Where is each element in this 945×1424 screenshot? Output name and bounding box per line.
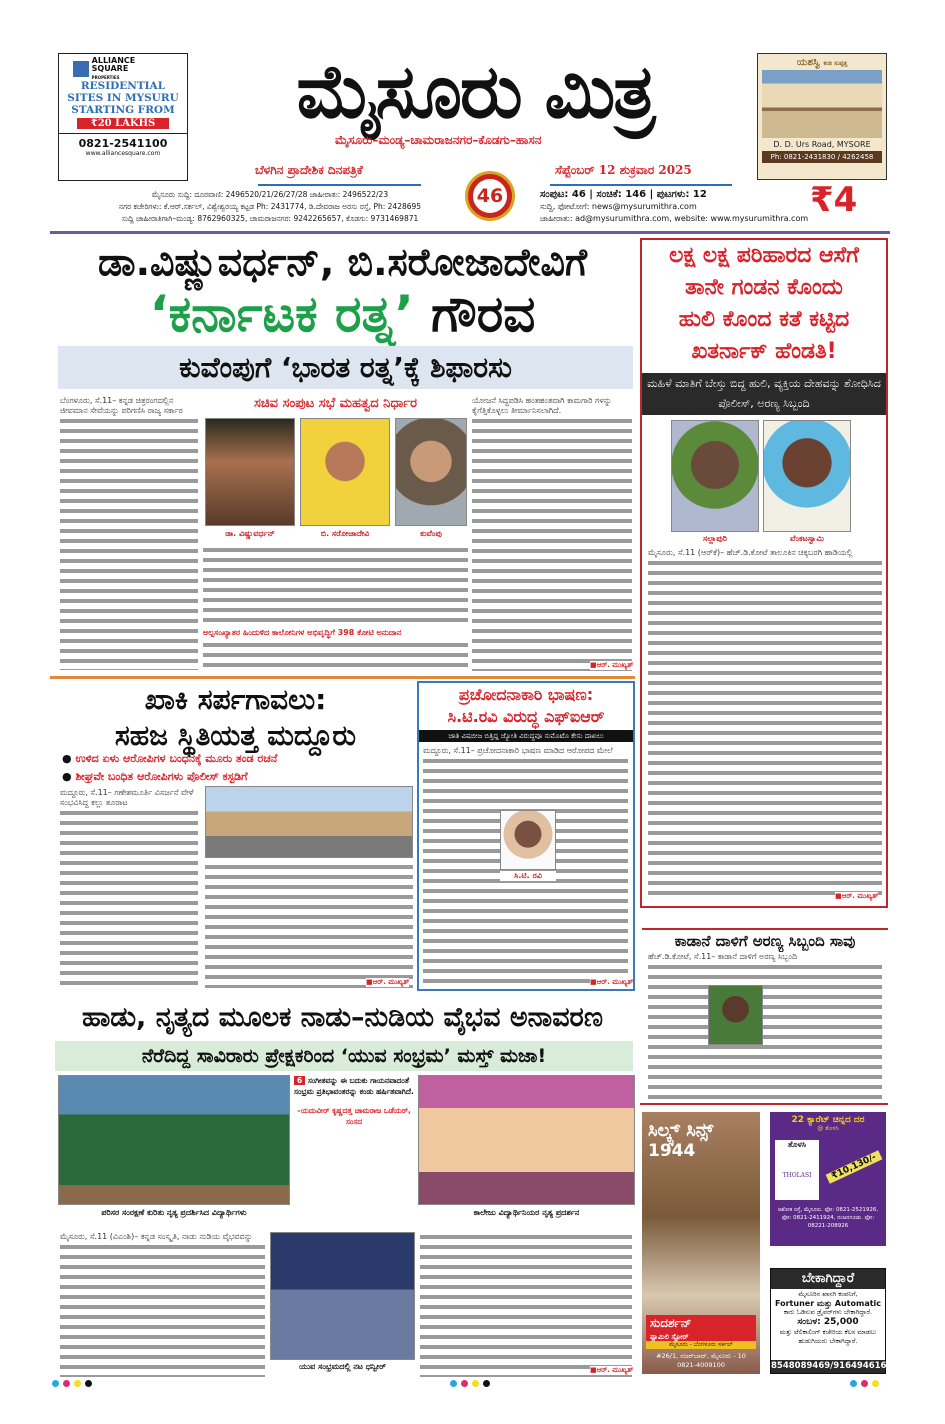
registration-mark <box>63 1380 70 1387</box>
photo-vishnuvardhan <box>205 418 295 526</box>
alliance-logo: ALLIANCE SQUARE PROPERTIES <box>73 58 173 80</box>
masthead-title: ಮೈಸೂರು ಮಿತ್ರ <box>296 49 654 135</box>
elephant-body: ಹೆಚ್.ಡಿ.ಕೋಟೆ, ಸೆ.11– ಕಾಡಾನೆ ದಾಳಿಗೆ ಅರಣ್ಯ ಸಿಬ್ಬಂದಿ <box>648 952 882 1100</box>
price-ribbon: ₹20 LAKHS <box>77 118 169 129</box>
photo-forest-staff <box>708 985 763 1045</box>
maddur-bullets: ● ಉಳಿದ ಏಳು ಆರೋಪಿಗಳ ಬಂಧನಕ್ಕೆ ಮೂರು ತಂಡ ರಚನೆ ● ಶೀಘ್ರವೇ ಬಂಧಿತ ಆರೋಪಿಗಳು ಪೊಲೀಸ್ ಕಸ್ಟಡಿಗೆ <box>62 752 278 783</box>
maddur-body <box>205 862 413 988</box>
maddur-body: ಮದ್ದೂರು, ಸೆ.11– ಗಣೇಶಮೂರ್ತಿ ವಿಸರ್ಜನೆ ವೇಳೆ ಸಂಭವಿಸಿದ್ದ ಕಲ್ಲು ತೂರಾಟ <box>60 788 198 988</box>
ctravi-body: ಮದ್ದೂರು, ಸೆ.11– ಪ್ರಚೋದನಾಕಾರಿ ಭಾಷಣ ಮಾಡಿದ ಆರೋಪದ ಮೇಲೆ <box>423 746 628 984</box>
registration-mark <box>52 1380 59 1387</box>
lead-highlight: ಅಲ್ಪಸಂಖ್ಯಾತರ ಹಿಂದುಳಿದ ಕಾಲೋನಿಗಳ ಅಭಿವೃದ್ಧಿಗೆ 398 ಕೋಟಿ ಅನುದಾನ <box>203 628 468 638</box>
photo-dance-green <box>58 1075 290 1205</box>
ad-alliance-square[interactable]: ALLIANCE SQUARE PROPERTIES RESIDENTIAL SITES IN MYSURU STARTING FROM ₹20 LAKHS 0821-2541100 www.alliancesquare.com <box>58 53 188 181</box>
caption: ಯುವ ಸಂಭ್ರಮದಲ್ಲಿ ನಟ ಧನ್ವೀರ್ <box>299 1362 386 1371</box>
registration-mark <box>450 1380 457 1387</box>
divider <box>50 231 890 234</box>
caption: ವೆಂಕಟಸ್ವಾಮಿ <box>790 534 824 543</box>
maddur-headline: ಖಾಕಿ ಸರ್ಪಗಾವಲು: ಸಹಜ ಸ್ಥಿತಿಯತ್ತ ಮದ್ದೂರು <box>114 683 357 752</box>
registration-mark <box>461 1380 468 1387</box>
regions-line: ಮೈಸೂರು–ಮಂಡ್ಯ–ಚಾಮರಾಜನಗರ–ಕೊಡಗು–ಹಾಸನ <box>335 133 542 147</box>
elephant-headline: ಕಾಡಾನೆ ದಾಳಿಗೆ ಅರಣ್ಯ ಸಿಬ್ಬಂದಿ ಸಾವು <box>642 928 888 950</box>
tiger-body: ಮೈಸೂರು, ಸೆ.11 (ಆರ್‌ಕೆ)– ಹೆಚ್.ಡಿ.ಕೋಟೆ ತಾಲೂಕಿನ ಚಿಕ್ಕಬರಗಿ ಹಾಡಿಯಲ್ಲಿ <box>648 548 882 900</box>
anniversary-badge: 46 <box>458 168 522 224</box>
lead-body-right: ಯೋಜನೆ ಸಿದ್ಧಪಡಿಸಿ ಹಂತಹಂತವಾಗಿ ಕಾಮಗಾರಿ ಗಳನ್ನು ಕೈಗೆತ್ತಿಕೊಳ್ಳಲು ತೀರ್ಮಾನಿಸಲಾಗಿದೆ. <box>472 396 632 671</box>
caption: ಬಿ. ಸರೋಜಾದೇವಿ <box>320 529 370 538</box>
registration-mark <box>850 1380 857 1387</box>
photo-ct-ravi <box>500 810 556 870</box>
culture-subheadline: ನೆರೆದಿದ್ದ ಸಾವಿರಾರು ಪ್ರೇಕ್ಷಕರಿಂದ ‘ಯುವ ಸಂಭ್ರಮ’ ಮಸ್ತ್ ಮಜಾ! <box>55 1041 633 1071</box>
registration-mark <box>872 1380 879 1387</box>
lead-subheadline: ಕುವೆಂಪುಗೆ ‘ಭಾರತ ರತ್ನ’ಕ್ಕೆ ಶಿಫಾರಸು <box>58 346 633 389</box>
ad-yashasvi[interactable]: ಯಶಸ್ವಿ ಕಂಠಿ ಸುಪ್ಪತ್ತ D. D. Urs Road, MYSORE Ph: 0821-2431830 / 4262458 <box>757 53 887 180</box>
price-tag: ₹10,130/- <box>826 1150 883 1184</box>
photo-kuvempu <box>395 418 467 526</box>
photo-actor-stage <box>270 1232 415 1360</box>
photo-maddur-street <box>205 786 413 858</box>
caption: ಕುವೆಂಪು <box>420 529 442 538</box>
ctravi-subheadline: ಜಾತಿ ವಿಷಬೀಜ ಬಿತ್ತಿದ್ದ ಜ್ಯೋತಿ ವಿರುದ್ಧವೂ ಸುಮೊಟೊ ಕೇಸು ದಾಖಲು <box>419 730 633 742</box>
caption: ಪರಿಸರ ಸಂರಕ್ಷಣೆ ಕುರಿತು ನೃತ್ಯ ಪ್ರದರ್ಶಿಸಿದ ವಿದ್ಯಾರ್ಥಿಗಳು <box>101 1208 247 1217</box>
byline: ■ಆರ್. ಮುಖ್ಯತ್ <box>590 661 634 669</box>
tagline: ಬೆಳಗಿನ ಪ್ರಾದೇಶಿಕ ದಿನಪತ್ರಿಕೆ <box>255 163 363 177</box>
divider <box>258 184 421 186</box>
divider <box>640 1103 888 1105</box>
byline: ■ಆರ್. ಮುಖ್ಯತ್ <box>590 978 634 986</box>
building-image <box>762 70 882 138</box>
issue-info: ಸಂಪುಟ: 46 | ಸಂಚಿಕೆ: 146 | ಪುಟಗಳು: 12 ಸುದ್ದಿ, ಫೋಟೋಗೆ: news@mysurumithra.com ಜಾಹೀರಾತು: ad@mysurumithra.com, website: www.mysurumithra.com <box>540 189 809 223</box>
photo-accused-woman <box>671 420 759 532</box>
ad-tholasi-gold[interactable]: 22 ಕ್ಯಾರೆಟ್ ಚಿನ್ನದ ದರ @ ತೊಳಸಿ ತೊಳಸಿ THOLASI ₹10,130/- ಅಶೋಕ ರಸ್ತೆ, ಮೈಸೂರು. ಫೋ: 0821-2521926, ಫೋ: 0821-2411924, ನಂಜನಗೂಡು. ಫೋ: 08221-208926 <box>770 1112 886 1246</box>
registration-mark <box>74 1380 81 1387</box>
ad-sudarshan-silks[interactable]: ಸಿಲ್ಕ್ಸ್ ಸಿನ್ಸ್ 1944 ಸುದರ್ಶನ್ ಫ್ಯಾಮಿಲಿ ಸ್ಟೋರ್ ಮೈಸೂರು - ಬೆಂಗಳೂರು ಸರ್ಕಲ್ #26/1, ನಜರ್‌ಬಾದ್, ಮೈಸೂರು - 10 0821-4009100 <box>642 1112 760 1374</box>
culture-headline: ಹಾಡು, ನೃತ್ಯದ ಮೂಲಕ ನಾಡು–ನುಡಿಯ ವೈಭವ ಅನಾವರಣ <box>82 1002 603 1033</box>
culture-quote: 6 ಸಂಗೀತವನ್ನು ಈ ಬದುಕು ಗಾಯನವಾದಂತೆ ಸಂಭ್ರಮ ಪ್ರತಿಭಾವಂತರನ್ನು ಕಂಡು ಹರ್ಷಿತವಾಗಿದೆ. –ಯದುವೀರ್ ಕೃಷ್ಣದತ್ತ ಚಾಮರಾಜ ಒಡೆಯರ್, ಸಂಸದ <box>294 1076 414 1126</box>
registration-mark <box>861 1380 868 1387</box>
lead-kicker: ಸಚಿವ ಸಂಪುಟ ಸಭೆ ಮಹತ್ವದ ನಿರ್ಧಾರ <box>254 396 417 411</box>
culture-body: ಮೈಸೂರು, ಸೆ.11 (ವಿಎಂಶಿ)– ಕನ್ನಡ ಸಂಸ್ಕೃತಿ, ನಾಡು ನುಡಿಯ ವೈಭವವನ್ನು <box>60 1232 265 1377</box>
culture-body <box>420 1232 632 1377</box>
photo-dance-stage <box>418 1075 635 1205</box>
caption: ಕಾಲೇಜು ವಿದ್ಯಾರ್ಥಿನಿಯರ ನೃತ್ಯ ಪ್ರದರ್ಶನ <box>473 1208 580 1217</box>
contact-info: ಮೈಸೂರು ಸುದ್ದಿ: ದೂರವಾಣಿ: 2496520/21/26/27/28 ಜಾಹೀರಾತು: 2496522/23 ನಗರ ಕಚೇರಿಗಳು: ಕೆ.ಆರ್.ಸರ್ಕಲ್, ವಿಶ್ವೇಶ್ವರಯ್ಯ ಕಟ್ಟಡ Ph: 2431774, ಡಿ.ದೇವರಾಜ ಅರಸು ರಸ್ತೆ, Ph: 2428695 ಸುದ್ದಿ ಜಾಹೀರಾತಿಗಾಗಿ–ಮಂಡ್ಯ: 8762960325, ಚಾಮರಾಜನಗರ: 9242265657, ಕೊಡಗು: 9731469871 <box>118 190 422 223</box>
lead-headline-line1: ಡಾ.ವಿಷ್ಣುವರ್ಧನ್, ಬಿ.ಸರೋಜಾದೇವಿಗೆ <box>97 240 588 284</box>
lead-body-left: ಬೆಂಗಳೂರು, ಸೆ.11– ಕನ್ನಡ ಚಿತ್ರರಂಗದಲ್ಲಿನ ಜೀವಮಾನ ಸೇವೆಯನ್ನು ಪರಿಗಣಿಸಿ ರಾಜ್ಯ ಸರ್ಕಾರ <box>60 396 198 670</box>
divider <box>50 676 635 679</box>
tiger-subheadline: ಮಹಿಳೆ ಮಾತಿಗೆ ಬೇಸ್ತು ಬಿದ್ದ ಹುಲಿ, ವ್ಯಕ್ತಿಯ ದೇಹವನ್ನು ಶೋಧಿಸಿದ ಪೊಲೀಸ್, ಅರಣ್ಯ ಸಿಬ್ಬಂದಿ <box>642 373 886 415</box>
caption: ಸಿ.ಟಿ. ರವಿ <box>500 871 556 881</box>
ad-wanted[interactable]: ಬೇಕಾಗಿದ್ದಾರೆ ಮೈಸೂರಿನ ಖಾಸಗಿ ಕಂಪನಿಗೆ, Fortuner ಮತ್ತು Automatic ಕಾರು ಓಡಿಸುವ ಡ್ರೈವರ್‌ಗಳು ಬೇಕಾಗಿದ್ದಾರೆ. ಸಂಬಳ: 25,000 ಮತ್ತು ಟೆಲಿಕಾಲಿಂಗ್ ಕಚೇರಿಯ ಕೆಲಸ ಮಾಡಲು ಹುಡುಗಿಯರು ಬೇಕಾಗಿದ್ದಾರೆ. 8548089469/9164946160 <box>770 1268 886 1374</box>
divider <box>550 184 732 186</box>
registration-mark <box>483 1380 490 1387</box>
caption: ಸಲ್ಲಾಪುರಿ <box>703 534 727 543</box>
lead-body-bottom <box>203 640 468 670</box>
lead-headline-line2: ‘ಕರ್ನಾಟಕ ರತ್ನ’ ಗೌರವ <box>149 285 536 343</box>
registration-mark <box>472 1380 479 1387</box>
price: ₹4 <box>810 180 858 220</box>
byline: ■ಆರ್. ಮುಖ್ಯತ್ <box>835 892 879 900</box>
registration-mark <box>85 1380 92 1387</box>
caption: ಡಾ. ವಿಷ್ಣುವರ್ಧನ್ <box>225 529 275 538</box>
byline: ■ಆರ್. ಮುಖ್ಯತ್ <box>366 978 410 986</box>
byline: ■ಆರ್. ಮುಖ್ಯತ್ <box>590 1366 634 1374</box>
photo-saroja-devi <box>300 418 390 526</box>
ctravi-headline: ಪ್ರಚೋದನಾಕಾರಿ ಭಾಷಣ: ಸಿ.ಟಿ.ರವಿ ವಿರುದ್ಧ ಎಫ್‌ಐಆರ್ <box>447 685 605 726</box>
photo-victim <box>763 420 851 532</box>
lead-body-bottom <box>203 545 468 625</box>
issue-date: ಸೆಪ್ಟೆಂಬರ್ 12 ಶುಕ್ರವಾರ 2025 <box>555 163 692 177</box>
tiger-headline: ಲಕ್ಷ ಲಕ್ಷ ಪರಿಹಾರದ ಆಸೆಗೆ ತಾನೇ ಗಂಡನ ಕೊಂದು ಹುಲಿ ಕೊಂದ ಕತೆ ಕಟ್ಟಿದ ಖತರ್ನಾಕ್ ಹೆಂಡತಿ! <box>669 243 859 364</box>
